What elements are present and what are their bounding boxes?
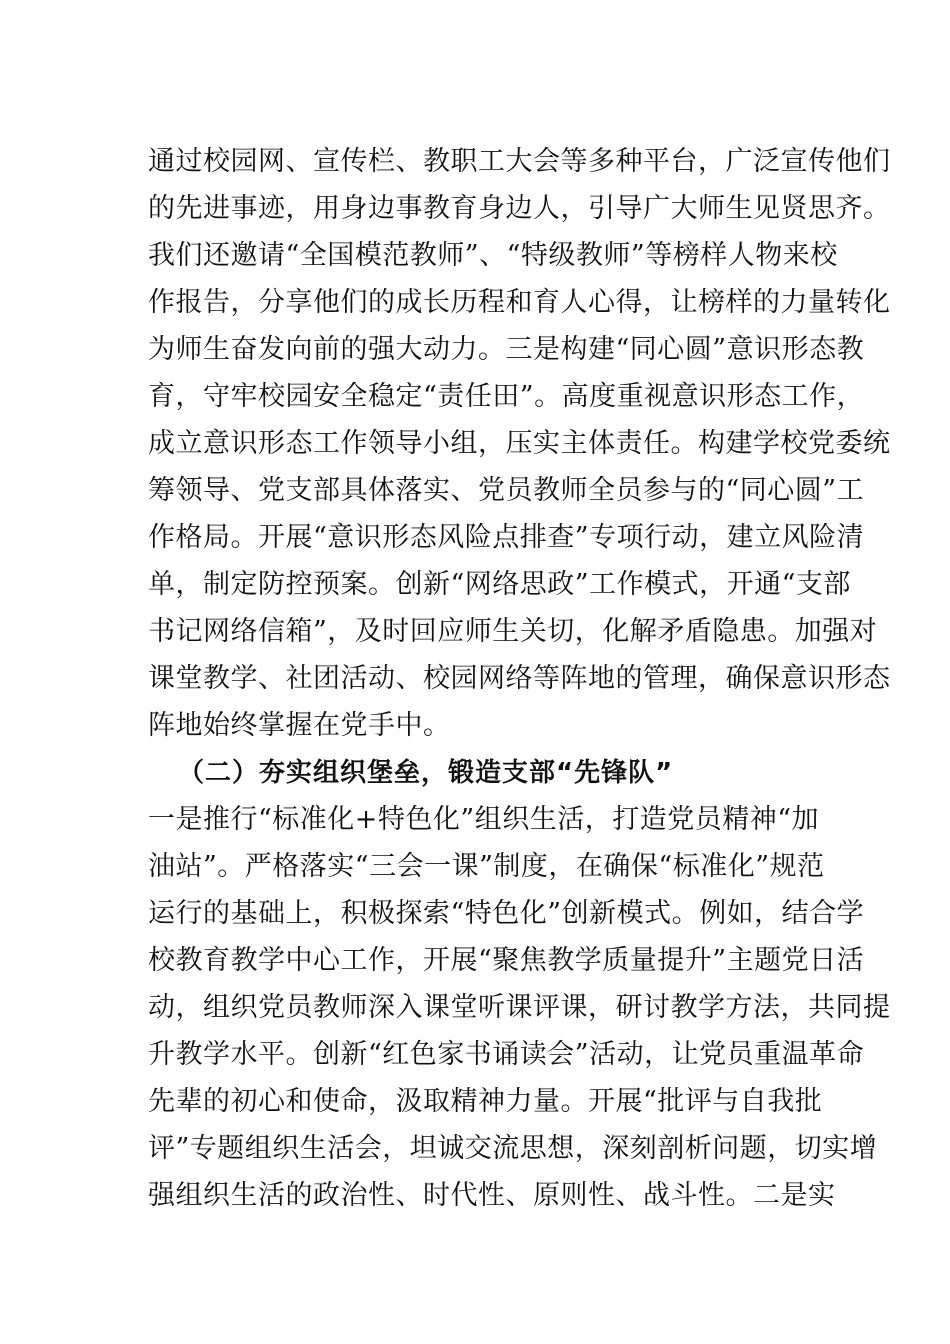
- section-heading: （二）夯实组织堡垒，锻造支部“先锋队”: [178, 758, 674, 788]
- paragraph-line: 筹领导、党支部具体落实、党员教师全员参与的“同心圆”工: [148, 475, 865, 506]
- paragraph-line: 运行的基础上，积极探索“特色化”创新模式。例如，结合学: [148, 898, 865, 929]
- paragraph-line: 的先进事迹，用身边事教育身边人，引导广大师生见贤思齐。: [148, 193, 891, 224]
- paragraph-line: 评”专题组织生活会，坦诚交流思想，深刻剖析问题，切实增: [148, 1133, 878, 1164]
- paragraph-line: 升教学水平。创新“红色家书诵读会”活动，让党员重温革命: [148, 1039, 865, 1070]
- paragraph-line: 强组织生活的政治性、时代性、原则性、战斗性。二是实: [148, 1180, 836, 1211]
- paragraph-line: 书记网络信箱”，及时回应师生关切，化解矛盾隐患。加强对: [148, 616, 878, 647]
- paragraph-line: 单，制定防控预案。创新“网络思政”工作模式，开通“支部: [148, 569, 851, 600]
- paragraph-line: 作格局。开展“意识形态风险点排查”专项行动，建立风险清: [148, 522, 865, 553]
- paragraph-line: 作报告，分享他们的成长历程和育人心得，让榜样的力量转化: [148, 287, 891, 318]
- paragraph-line: 我们还邀请“全国模范教师”、“特级教师”等榜样人物来校: [148, 240, 838, 271]
- paragraph-line: 一是推行“标准化+特色化”组织生活，打造党员精神“加: [148, 804, 820, 835]
- paragraph-line: 校教育教学中心工作，开展“聚焦教学质量提升”主题党日活: [148, 945, 865, 976]
- paragraph-line: 油站”。严格落实“三会一课”制度，在确保“标准化”规范: [148, 851, 825, 882]
- paragraph-line: 课堂教学、社团活动、校园网络等阵地的管理，确保意识形态: [148, 663, 891, 694]
- paragraph-line: 育，守牢校园安全稳定“责任田”。高度重视意识形态工作，: [148, 381, 865, 412]
- paragraph-line: 先辈的初心和使命，汲取精神力量。开展“批评与自我批: [148, 1086, 823, 1117]
- paragraph-line: 动，组织党员教师深入课堂听课评课，研讨教学方法，共同提: [148, 992, 891, 1023]
- paragraph-line: 阵地始终掌握在党手中。: [148, 710, 451, 741]
- paragraph-line: 为师生奋发向前的强大动力。三是构建“同心圆”意识形态教: [148, 334, 865, 365]
- paragraph-line: 通过校园网、宣传栏、教职工大会等多种平台，广泛宣传他们: [148, 146, 891, 177]
- paragraph-line: 成立意识形态工作领导小组，压实主体责任。构建学校党委统: [148, 428, 891, 459]
